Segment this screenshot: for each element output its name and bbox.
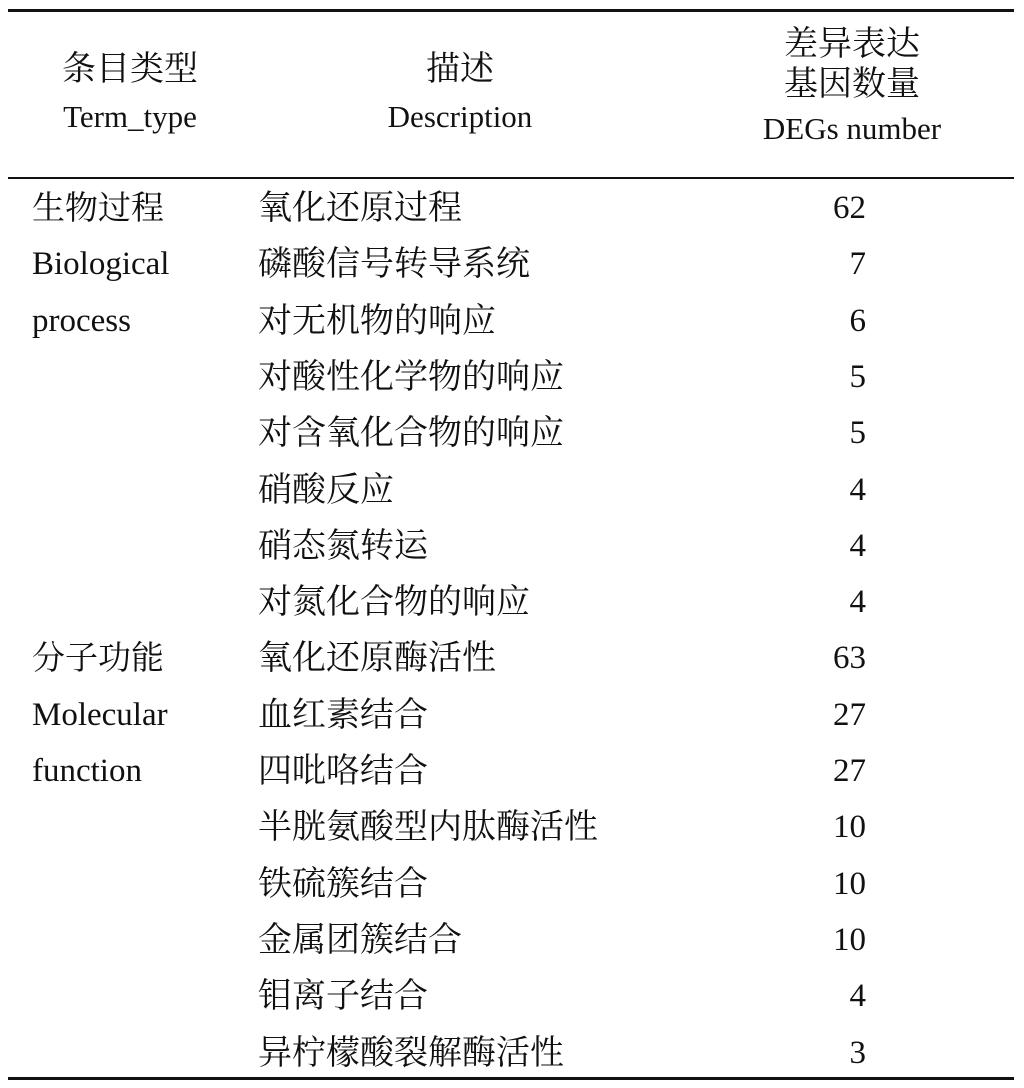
table-row (0, 518, 1024, 574)
table-row (0, 405, 1024, 461)
cell-degs-number: 10 (833, 921, 866, 958)
table-row (0, 856, 1024, 912)
table-row (0, 574, 1024, 630)
table-row (0, 180, 1024, 236)
cell-degs-number: 5 (849, 415, 866, 452)
cell-description: 氧化还原酶活性 (258, 638, 496, 679)
table-row (0, 630, 1024, 686)
cell-description: 对含氧化合物的响应 (258, 413, 564, 454)
cell-degs-number: 7 (849, 246, 866, 283)
table-row (0, 799, 1024, 855)
cell-degs-number: 4 (849, 584, 866, 621)
cell-description: 异柠檬酸裂解酶活性 (258, 1032, 564, 1073)
cell-term-type: process (32, 302, 131, 339)
cell-degs-number: 4 (849, 978, 866, 1015)
table-bottom-rule (8, 1077, 1014, 1080)
cell-term-type: Molecular (32, 696, 168, 733)
cell-description: 对酸性化学物的响应 (258, 356, 564, 397)
cell-description: 氧化还原过程 (258, 188, 462, 228)
cell-term-type: Biological (32, 246, 170, 283)
cell-degs-number: 62 (833, 190, 866, 226)
header-degs-number-zh-line1: 差异表达 (784, 24, 920, 64)
cell-term-type: 分子功能 (32, 638, 164, 678)
table-top-rule (8, 9, 1014, 12)
header-term-type (20, 49, 240, 134)
header-degs-number-zh-line2: 基因数量 (784, 64, 920, 104)
cell-description: 硝酸反应 (258, 469, 394, 510)
cell-degs-number: 27 (833, 753, 866, 789)
cell-degs-number: 3 (849, 1034, 866, 1071)
table-row (0, 968, 1024, 1024)
cell-description: 半胱氨酸型内肽酶活性 (258, 807, 598, 848)
table-row (0, 1025, 1024, 1081)
cell-degs-number: 63 (833, 640, 866, 677)
cell-description: 血红素结合 (258, 694, 428, 735)
cell-description: 铁硫簇结合 (258, 863, 428, 904)
cell-description: 对无机物的响应 (258, 300, 496, 341)
table-row (0, 462, 1024, 518)
cell-degs-number: 4 (849, 471, 866, 508)
cell-degs-number: 10 (833, 865, 866, 902)
header-degs-number-en: DEGs number (762, 111, 942, 146)
cell-description: 磷酸信号转导系统 (258, 244, 530, 285)
cell-degs-number: 4 (849, 527, 866, 564)
table-header-rule (8, 177, 1014, 179)
cell-description: 钼离子结合 (258, 976, 428, 1017)
table-row (0, 293, 1024, 349)
header-description-en: Description (387, 99, 533, 134)
cell-degs-number: 10 (833, 809, 866, 846)
header-term-type-en: Term_type (63, 99, 197, 134)
header-description (350, 49, 570, 134)
cell-degs-number: 5 (849, 358, 866, 395)
table-row (0, 743, 1024, 799)
cell-description: 四吡咯结合 (258, 751, 428, 791)
cell-degs-number: 6 (849, 302, 866, 339)
cell-description: 硝态氮转运 (258, 525, 428, 566)
header-description-zh: 描述 (426, 49, 494, 89)
table-row (0, 687, 1024, 743)
cell-degs-number: 27 (833, 696, 866, 733)
table-row (0, 912, 1024, 968)
header-degs-number (720, 24, 984, 146)
table-row (0, 236, 1024, 292)
table-row (0, 349, 1024, 405)
header-term-type-zh: 条目类型 (62, 49, 198, 89)
cell-term-type: 生物过程 (32, 188, 164, 227)
cell-description: 对氮化合物的响应 (258, 582, 530, 623)
cell-term-type: function (32, 753, 142, 789)
cell-description: 金属团簇结合 (258, 919, 462, 960)
